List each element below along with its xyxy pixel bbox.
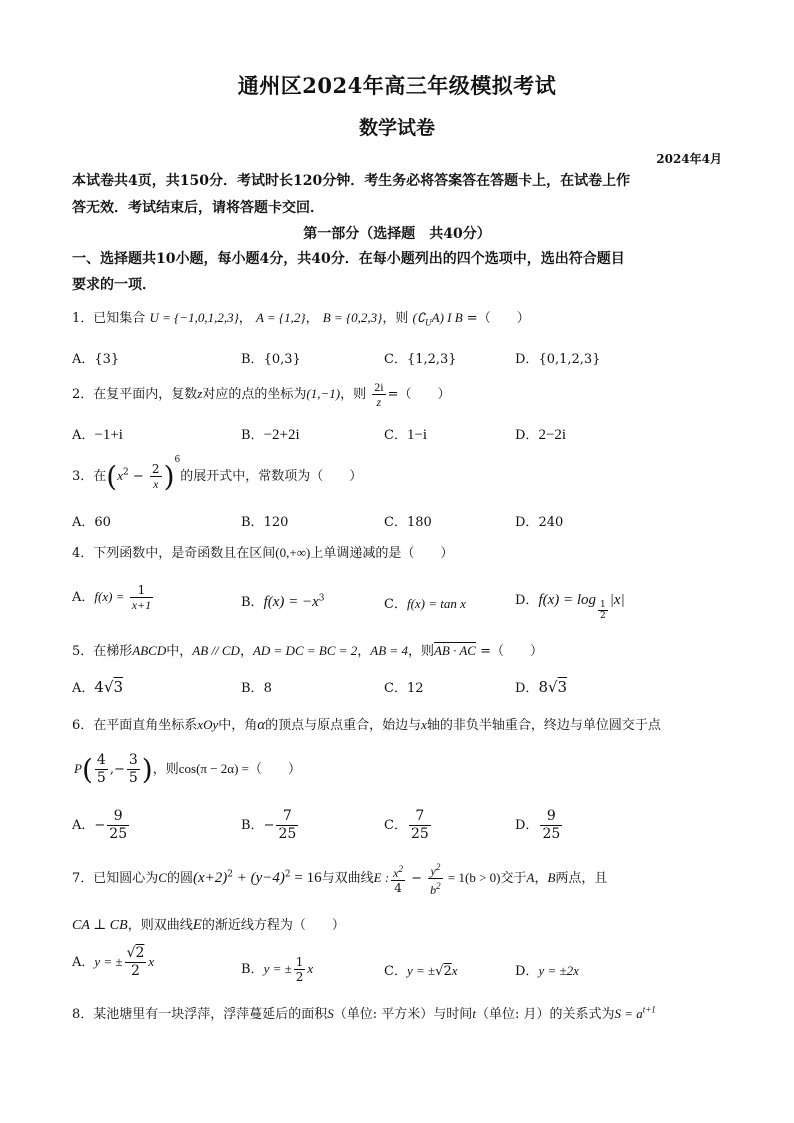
q3-option-b: B．120 xyxy=(241,515,289,530)
q5-option-c: C．12 xyxy=(384,681,424,696)
q1-option-a: A．{3} xyxy=(72,352,120,367)
q4-option-d: D．f(x) = log $\frac{1}{2}$ |x| xyxy=(515,592,625,621)
q1-option-d: D．{0,1,2,3} xyxy=(515,352,601,367)
intro-line-1: 本试卷共4页，共150分．考试时长120分钟．考生务必将答案答在答题卡上，在试卷上作 xyxy=(72,173,631,189)
q5-option-b: B．8 xyxy=(241,681,272,696)
exam-date: 2024年4月 xyxy=(656,152,722,166)
q4-option-b: B．$f(x) = -x^3$ xyxy=(241,593,325,610)
question-6-stem-line-2: P( $\frac{4}{5}$ ,− $\frac{3}{5}$ )，则cos(π − 2α) =（ ） xyxy=(74,752,302,786)
part1-heading: 第一部分（选择题 共40分） xyxy=(303,226,491,242)
question-5-stem: 5．在梯形ABCD中，AB // CD，AD = DC = BC = 2，AB = 4，则AB · AC =（ ） xyxy=(72,643,544,659)
q3-option-a: A．60 xyxy=(72,515,111,530)
question-7-stem-line-1: 7．已知圆心为C的圆$(x+2)^2 + (y-4)^2 = 16$与双曲线E : $\frac{x^2}{4}$ − $\frac{y^2}{b^2}$ = 1(b > 0)交于A，B两点，且 xyxy=(72,862,608,897)
question-2-stem: 2．在复平面内，复数z对应的点的坐标为(1,−1)，则 $\frac{2i}{z}$ =（ ） xyxy=(72,380,451,409)
q5-option-a: A．4√3 xyxy=(72,678,124,696)
exam-subtitle: 数学试卷 xyxy=(358,117,435,139)
q6-option-d: D． $\frac{9}{25}$ xyxy=(515,808,561,842)
q5-option-d: D．8√3 xyxy=(515,678,568,696)
q2-option-d: D．2−2i xyxy=(515,427,567,443)
question-3-stem: 3．在($x^2$ − $\frac{2}{x}$ )$^6$的展开式中，常数项为（ ） xyxy=(72,455,363,493)
question-7-stem-line-2: CA ⊥ CB，则双曲线E的渐近线方程为（ ） xyxy=(72,917,345,933)
part1-instruction-1: 一、选择题共10小题，每小题4分，共40分．在每小题列出的四个选项中，选出符合题目 xyxy=(72,251,625,267)
question-8-stem: 8．某池塘里有一块浮萍，浮萍蔓延后的面积S（单位: 平方米）与时间t（单位: 月）的关系式为$S = a^{t+1}$ xyxy=(72,1004,656,1022)
part1-instruction-2: 要求的一项． xyxy=(72,277,156,293)
q7-option-b: B．y = ± $\frac{1}{2}$ x xyxy=(241,955,314,984)
exam-title: 通州区2024年高三年级模拟考试 xyxy=(237,73,557,98)
q2-option-b: B．−2+2i xyxy=(241,427,300,443)
intro-line-2: 答无效．考试结束后，请将答题卡交回． xyxy=(72,200,324,216)
q4-option-a: A．f(x) = $\frac{1}{x+1}$ xyxy=(72,583,152,612)
question-6-stem-line-1: 6．在平面直角坐标系xOy中，角α的顶点与原点重合，始边与x轴的非负半轴重合，终边与单位圆交于点 xyxy=(72,717,661,733)
q4-option-c: C．f(x) = tan x xyxy=(384,596,466,612)
q7-option-d: D．y = ±2x xyxy=(515,963,579,979)
q7-option-c: C．y = ±√2x xyxy=(384,963,458,979)
q6-option-c: C． $\frac{7}{25}$ xyxy=(384,808,429,842)
q2-option-c: C．1−i xyxy=(384,427,428,443)
q1-option-c: C．{1,2,3} xyxy=(384,352,457,367)
q7-option-a: A．y = ± $\frac{√2}{2}$ x xyxy=(72,945,155,979)
q3-option-c: C．180 xyxy=(384,515,432,530)
q6-option-b: B．− $\frac{7}{25}$ xyxy=(241,808,297,842)
q2-option-a: A．−1+i xyxy=(72,427,123,443)
question-4-stem: 4．下列函数中，是奇函数且在区间(0,+∞)上单调递减的是（ ） xyxy=(72,545,454,561)
q3-option-d: D．240 xyxy=(515,515,564,530)
q1-option-b: B．{0,3} xyxy=(241,352,301,367)
q6-option-a: A．− $\frac{9}{25}$ xyxy=(72,808,128,842)
question-1-stem: 1．已知集合 U = {−1,0,1,2,3}， A = {1,2}， B = {0,2,3}，则 $(∁_UA)$ I B =（ ） xyxy=(72,310,530,328)
